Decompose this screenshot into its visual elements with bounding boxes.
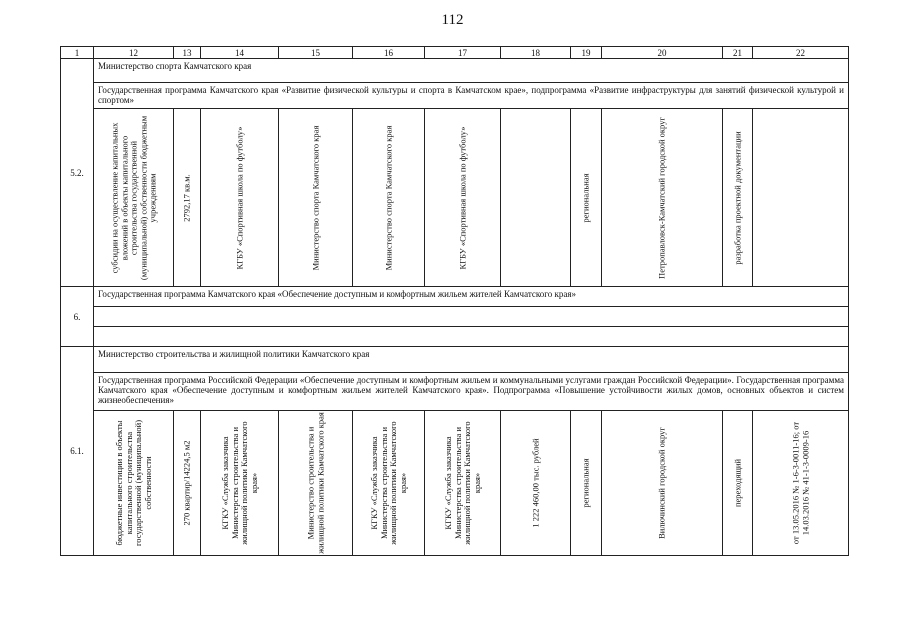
cell-text: Петропавловск-Камчатский городской округ bbox=[656, 116, 667, 279]
column-header-row bbox=[61, 47, 849, 59]
table-row bbox=[61, 327, 849, 347]
cell-text: Министерство строительства и жилищной политики Камчатского края bbox=[305, 412, 325, 554]
column-header: 13 bbox=[174, 47, 201, 59]
empty-cell bbox=[94, 307, 849, 327]
column-header: 19 bbox=[571, 47, 602, 59]
cell-text: Министерство спорта Камчатского края bbox=[382, 125, 393, 270]
cell-text: КГКУ «Служба заказчика Министерства строительства и жилищной политики Камчатского края» bbox=[442, 421, 481, 545]
empty-cell bbox=[94, 327, 849, 347]
cell-text: переходящий bbox=[731, 458, 742, 508]
investment-table bbox=[60, 46, 849, 556]
program-name: Государственная программа Камчатского края «Обеспечение доступным и комфортным жильем жителей Камчатского края» bbox=[94, 287, 849, 307]
cell-text: 2792,17 кв.м. bbox=[181, 173, 192, 222]
column-header: 14 bbox=[201, 47, 279, 59]
cell-text: Министерство спорта Камчатского края bbox=[309, 125, 320, 270]
cell-text: КГКУ «Служба заказчика Министерства строительства и жилищной политики Камчатского края» bbox=[219, 421, 258, 545]
cell-text: региональная bbox=[580, 172, 591, 223]
cell-text: 270 квартир/14224,5 м2 bbox=[181, 440, 192, 526]
column-header: 18 bbox=[501, 47, 571, 59]
program-name: Государственная программа Камчатского края «Развитие физической культуры и спорта в Камчатском крае», подпрограмма «Развитие инфраструктуры для занятий физической культурой и спортом» bbox=[94, 83, 849, 109]
cell-text: субсидии на осуществление капитальных вложений в объекты капитального строительства государственной (муниципальной) собственности бюджетным учреждениям bbox=[108, 115, 157, 280]
row-number: 6.1. bbox=[61, 347, 94, 556]
table-row bbox=[61, 59, 849, 83]
cell-text: КГБУ «Спортивная школа по футболу» bbox=[233, 126, 244, 269]
column-header: 20 bbox=[602, 47, 723, 59]
column-header: 17 bbox=[425, 47, 501, 59]
table-row bbox=[61, 373, 849, 411]
table-row bbox=[61, 307, 849, 327]
ministry-name: Министерство строительства и жилищной политики Камчатского края bbox=[94, 347, 849, 373]
program-name: Государственная программа Российской Федерации «Обеспечение доступным и комфортным жильем и коммунальными услугами граждан Российской Федерации». Государственная программа Камчатского края «Обеспечение доступным и комфортным жильем жителей Камчатского края». Подпрограмма «Повышение устойчивости жилых домов, основных объектов и систем жизнеобеспечения» bbox=[94, 373, 849, 411]
column-header: 15 bbox=[279, 47, 353, 59]
ministry-name: Министерство спорта Камчатского края bbox=[94, 59, 849, 83]
column-header: 21 bbox=[723, 47, 753, 59]
page-number: 112 bbox=[441, 12, 464, 28]
column-header: 22 bbox=[753, 47, 849, 59]
row-number: 6. bbox=[61, 287, 94, 347]
cell-text: региональная bbox=[580, 458, 591, 508]
cell-text: КГКУ «Служба заказчика Министерства строительства и жилищной политики Камчатского края» bbox=[368, 421, 407, 545]
cell-text: Вилючинский городской округ bbox=[656, 427, 667, 539]
table-row bbox=[61, 109, 849, 287]
column-header: 12 bbox=[94, 47, 174, 59]
table-row bbox=[61, 287, 849, 307]
table-row bbox=[61, 83, 849, 109]
cell-text: разработка проектной документации bbox=[731, 130, 742, 265]
cell-text: 1 222 460,00 тыс. рублей bbox=[529, 438, 540, 528]
cell-text: от 13.05.2016 № 1-6-3-0011-16; от 14.03.2016 № 41-1-3-0009-16 bbox=[790, 421, 810, 545]
cell-text: КГБУ «Спортивная школа по футболу» bbox=[456, 126, 467, 269]
column-header: 16 bbox=[353, 47, 425, 59]
table-row bbox=[61, 347, 849, 373]
column-header: 1 bbox=[61, 47, 94, 59]
row-number: 5.2. bbox=[61, 59, 94, 287]
cell-text: бюджетные инвестиции в объекты капитального строительства государственной (муниципальной) собственности bbox=[113, 419, 152, 547]
table-row bbox=[61, 411, 849, 556]
